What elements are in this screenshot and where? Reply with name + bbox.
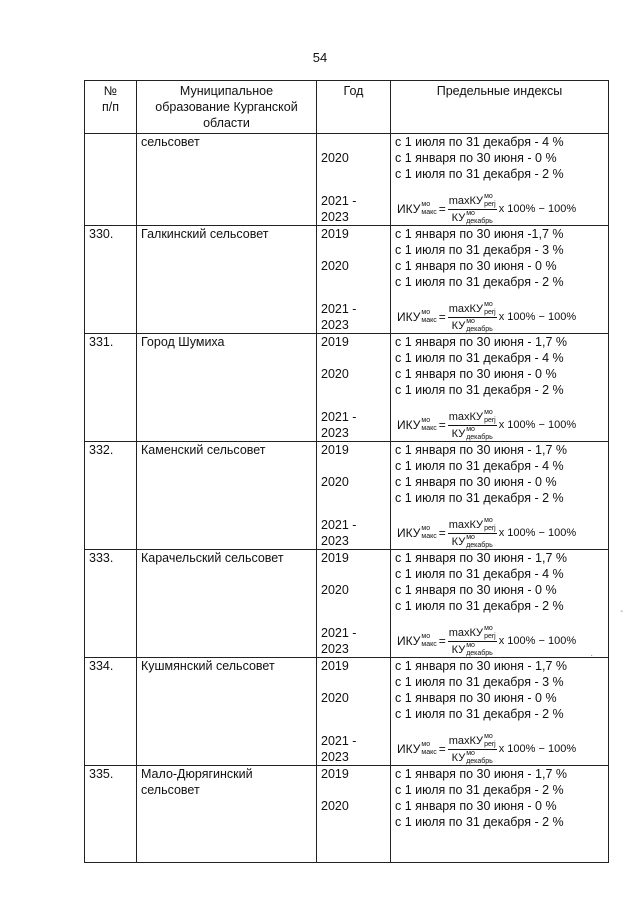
index-line: с 1 января по 30 июня - 1,7 % — [395, 443, 567, 457]
index-line: с 1 июля по 31 декабря - 4 % — [395, 351, 564, 365]
index-line: с 1 июля по 31 декабря - 2 % — [395, 783, 564, 797]
municipality-name-line: Мало-Дюрягинский — [141, 767, 253, 781]
formula-tail: x 100% − 100% — [498, 203, 577, 215]
year-blank — [321, 382, 386, 398]
header-municipality — [137, 81, 317, 134]
table-row — [85, 766, 609, 863]
formula-sup-sub — [484, 517, 496, 533]
formula-subscript: perj — [484, 416, 496, 424]
year-blank — [321, 458, 386, 474]
formula-tail: x 100% − 100% — [498, 743, 577, 755]
index-line: с 1 января по 30 июня - 1,7 % — [395, 551, 567, 565]
year-label: 2019 — [321, 767, 349, 781]
formula-fraction — [448, 625, 497, 658]
year-label: 2020 — [321, 367, 349, 381]
formula-numerator-symbol: maxКУ — [448, 734, 484, 747]
year-cell — [317, 442, 391, 550]
formula-lhs — [397, 417, 420, 433]
formula-denominator-symbol: КУ — [451, 751, 466, 764]
municipality-name — [137, 134, 317, 226]
formula-subscript: perj — [484, 200, 496, 208]
block-spacer — [395, 614, 604, 625]
formula-subscript: макс — [421, 749, 437, 756]
formula-equals: = — [438, 634, 446, 648]
index-line: с 1 июля по 31 декабря - 2 % — [395, 491, 564, 505]
year-label: 2021 - — [321, 626, 357, 640]
formula-sup-sub — [421, 741, 436, 757]
year-blank — [321, 166, 386, 182]
page-number: 54 — [312, 50, 328, 65]
formula-equals: = — [438, 202, 446, 216]
municipality-name — [137, 226, 317, 334]
formula-numerator — [448, 193, 497, 210]
formula-numerator-symbol: maxКУ — [448, 194, 484, 207]
formula-sup-sub — [421, 309, 436, 325]
index-formula — [395, 625, 604, 657]
year-blank — [321, 274, 386, 290]
formula-superscript: мо — [421, 417, 431, 424]
formula-subscript: perj — [484, 524, 496, 532]
formula-denominator-symbol: КУ — [451, 427, 466, 440]
formula-lhs — [397, 741, 420, 757]
year-blank — [321, 674, 386, 690]
indices-cell — [391, 550, 609, 658]
block-spacer — [321, 398, 386, 409]
indices-cell — [391, 442, 609, 550]
formula-fraction — [448, 193, 497, 226]
year-label: 2023 — [321, 534, 349, 548]
row-number: 334. — [85, 658, 137, 766]
formula-fraction — [448, 409, 497, 442]
municipality-name — [137, 658, 317, 766]
year-label: 2020 — [321, 799, 349, 813]
formula-numerator — [448, 625, 497, 642]
row-number: 331. — [85, 334, 137, 442]
scan-dot-mark: · — [590, 650, 594, 661]
index-formula — [395, 301, 604, 333]
formula-subscript: макс — [421, 317, 437, 324]
formula-tail: x 100% − 100% — [498, 635, 577, 647]
formula-subscript: макс — [421, 641, 437, 648]
table-row — [85, 334, 609, 442]
municipality-name-line: сельсовет — [141, 135, 200, 149]
year-label: 2020 — [321, 691, 349, 705]
year-blank — [321, 814, 386, 830]
formula-lhs — [397, 525, 420, 541]
formula-denominator-symbol: КУ — [451, 319, 466, 332]
formula-superscript: мо — [466, 317, 475, 325]
formula-denominator — [452, 750, 493, 766]
year-range — [321, 193, 386, 225]
year-label: 2020 — [321, 151, 349, 165]
index-line: с 1 июля по 31 декабря - 2 % — [395, 599, 564, 613]
scan-dash-mark: - — [620, 606, 624, 617]
formula-numerator-symbol: maxКУ — [448, 626, 484, 639]
formula-fraction — [448, 517, 497, 550]
year-cell — [317, 226, 391, 334]
row-number: 335. — [85, 766, 137, 863]
formula-subscript: декабрь — [466, 757, 493, 765]
formula-superscript: мо — [466, 749, 475, 757]
formula-denominator — [452, 210, 493, 226]
header-num-line: № — [103, 84, 118, 98]
formula-sup-sub — [421, 417, 436, 433]
index-line: с 1 января по 30 июня - 0 % — [395, 151, 557, 165]
block-spacer — [395, 722, 604, 733]
formula-denominator-symbol: КУ — [451, 643, 466, 656]
formula-numerator-symbol: maxКУ — [448, 410, 484, 423]
year-range — [321, 301, 386, 333]
formula-superscript: мо — [484, 732, 493, 740]
municipality-name-line: Кушмянский сельсовет — [141, 659, 275, 673]
block-spacer — [321, 290, 386, 301]
year-blank — [321, 490, 386, 506]
formula-tail: x 100% − 100% — [498, 311, 577, 323]
formula-sup-sub — [484, 625, 496, 641]
table-header-row — [85, 81, 609, 134]
year-blank — [321, 242, 386, 258]
formula-superscript: мо — [421, 741, 431, 748]
block-spacer — [321, 506, 386, 517]
year-blank — [321, 566, 386, 582]
formula-lhs-symbol: ИКУ — [397, 202, 421, 216]
index-line: с 1 июля по 31 декабря - 2 % — [395, 707, 564, 721]
table-row — [85, 226, 609, 334]
formula-superscript: мо — [484, 192, 493, 200]
formula-subscript: макс — [421, 425, 437, 432]
formula-subscript: perj — [484, 740, 496, 748]
row-number: 330. — [85, 226, 137, 334]
block-spacer — [395, 398, 604, 409]
formula-sup-sub — [484, 733, 496, 749]
formula-sup-sub — [421, 633, 436, 649]
year-label: 2021 - — [321, 410, 357, 424]
table-row — [85, 658, 609, 766]
header-indices: Предельные индексы — [391, 81, 609, 134]
formula-sup-sub — [484, 301, 496, 317]
index-line: с 1 июля по 31 декабря - 3 % — [395, 243, 564, 257]
year-label: 2019 — [321, 443, 349, 457]
formula-subscript: декабрь — [466, 325, 493, 333]
municipality-name-line: Каменский сельсовет — [141, 443, 266, 457]
year-label: 2019 — [321, 335, 349, 349]
year-cell — [317, 334, 391, 442]
year-label: 2020 — [321, 259, 349, 273]
year-label: 2021 - — [321, 302, 357, 316]
formula-sup-sub — [466, 426, 493, 442]
header-municipality-line: области — [203, 116, 250, 130]
year-blank — [321, 134, 386, 150]
formula-lhs-symbol: ИКУ — [397, 310, 421, 324]
formula-superscript: мо — [484, 300, 493, 308]
formula-lhs — [397, 309, 420, 325]
formula-superscript: мо — [484, 624, 493, 632]
header-num-line: п/п — [101, 100, 119, 114]
year-label: 2019 — [321, 551, 349, 565]
formula-superscript: мо — [466, 533, 475, 541]
formula-subscript: декабрь — [466, 433, 493, 441]
index-line: с 1 июля по 31 декабря - 4 % — [395, 135, 564, 149]
year-range — [321, 625, 386, 657]
year-label: 2020 — [321, 475, 349, 489]
formula-numerator — [448, 301, 497, 318]
formula-equals: = — [438, 418, 446, 432]
index-line: с 1 июля по 31 декабря - 2 % — [395, 167, 564, 181]
formula-sup-sub — [484, 409, 496, 425]
formula-fraction — [448, 733, 497, 766]
index-line: с 1 января по 30 июня -1,7 % — [395, 227, 564, 241]
indices-cell — [391, 766, 609, 863]
indices-cell — [391, 134, 609, 226]
formula-numerator — [448, 409, 497, 426]
formula-denominator — [452, 426, 493, 442]
year-cell — [317, 766, 391, 863]
index-line: с 1 января по 30 июня - 0 % — [395, 799, 557, 813]
block-spacer — [321, 182, 386, 193]
index-line: с 1 января по 30 июня - 1,7 % — [395, 767, 567, 781]
formula-denominator-symbol: КУ — [451, 211, 466, 224]
formula-lhs-symbol: ИКУ — [397, 418, 421, 432]
formula-denominator — [452, 642, 493, 658]
municipality-name-line: Город Шумиха — [141, 335, 225, 349]
formula-subscript: perj — [484, 308, 496, 316]
year-range — [321, 733, 386, 765]
index-line: с 1 января по 30 июня - 0 % — [395, 583, 557, 597]
formula-subscript: декабрь — [466, 217, 493, 225]
index-line: с 1 июля по 31 декабря - 2 % — [395, 383, 564, 397]
year-label: 2023 — [321, 318, 349, 332]
index-line: с 1 июля по 31 декабря - 4 % — [395, 459, 564, 473]
index-line: с 1 января по 30 июня - 0 % — [395, 691, 557, 705]
formula-equals: = — [438, 742, 446, 756]
row-number: 332. — [85, 442, 137, 550]
year-range — [321, 409, 386, 441]
formula-lhs-symbol: ИКУ — [397, 526, 421, 540]
index-line: с 1 июля по 31 декабря - 2 % — [395, 275, 564, 289]
year-label: 2023 — [321, 642, 349, 656]
index-line: с 1 января по 30 июня - 0 % — [395, 367, 557, 381]
formula-sup-sub — [466, 642, 493, 658]
formula-superscript: мо — [421, 525, 431, 532]
indices-cell — [391, 334, 609, 442]
formula-sup-sub — [466, 534, 493, 550]
municipality-name — [137, 442, 317, 550]
formula-lhs — [397, 201, 420, 217]
formula-lhs — [397, 633, 420, 649]
formula-sup-sub — [421, 201, 436, 217]
year-label: 2023 — [321, 426, 349, 440]
index-formula — [395, 409, 604, 441]
formula-superscript: мо — [421, 201, 431, 208]
municipality-name — [137, 766, 317, 863]
index-formula — [395, 517, 604, 549]
formula-superscript: мо — [466, 641, 475, 649]
index-line: с 1 января по 30 июня - 1,7 % — [395, 659, 567, 673]
formula-sup-sub — [466, 318, 493, 334]
row-number: 333. — [85, 550, 137, 658]
index-line: с 1 июля по 31 декабря - 4 % — [395, 567, 564, 581]
year-blank — [321, 706, 386, 722]
formula-denominator — [452, 534, 493, 550]
formula-sup-sub — [466, 750, 493, 766]
year-blank — [321, 782, 386, 798]
year-label: 2019 — [321, 659, 349, 673]
year-label: 2020 — [321, 583, 349, 597]
formula-superscript: мо — [484, 408, 493, 416]
formula-subscript: декабрь — [466, 649, 493, 657]
year-blank — [321, 598, 386, 614]
header-municipality-line: Муниципальное — [179, 84, 274, 98]
index-line: с 1 января по 30 июня - 0 % — [395, 475, 557, 489]
block-spacer — [395, 182, 604, 193]
index-line: с 1 января по 30 июня - 1,7 % — [395, 335, 567, 349]
formula-equals: = — [438, 310, 446, 324]
header-year: Год — [317, 81, 391, 134]
block-spacer — [395, 506, 604, 517]
table-row — [85, 550, 609, 658]
formula-subscript: макс — [421, 209, 437, 216]
block-spacer — [321, 614, 386, 625]
year-label: 2023 — [321, 210, 349, 224]
formula-numerator — [448, 733, 497, 750]
formula-superscript: мо — [421, 633, 431, 640]
year-label: 2021 - — [321, 734, 357, 748]
formula-sup-sub — [466, 210, 493, 226]
formula-lhs-symbol: ИКУ — [397, 742, 421, 756]
index-line: с 1 июля по 31 декабря - 3 % — [395, 675, 564, 689]
year-label: 2021 - — [321, 194, 357, 208]
year-label: 2021 - — [321, 518, 357, 532]
formula-lhs-symbol: ИКУ — [397, 634, 421, 648]
formula-superscript: мо — [466, 209, 475, 217]
header-num — [85, 81, 137, 134]
formula-superscript: мо — [484, 516, 493, 524]
municipality-name-line: Галкинский сельсовет — [141, 227, 269, 241]
formula-numerator-symbol: maxКУ — [448, 518, 484, 531]
formula-denominator — [452, 318, 493, 334]
table-row — [85, 442, 609, 550]
formula-superscript: мо — [421, 309, 431, 316]
formula-tail: x 100% − 100% — [498, 527, 577, 539]
municipality-name — [137, 334, 317, 442]
municipality-name-line: сельсовет — [141, 783, 200, 797]
municipality-name — [137, 550, 317, 658]
block-spacer — [395, 290, 604, 301]
formula-subscript: perj — [484, 632, 496, 640]
year-cell — [317, 134, 391, 226]
formula-equals: = — [438, 526, 446, 540]
formula-subscript: макс — [421, 533, 437, 540]
year-label: 2023 — [321, 750, 349, 764]
table-row — [85, 134, 609, 226]
table-body — [85, 134, 609, 863]
year-blank — [321, 350, 386, 366]
year-label: 2019 — [321, 227, 349, 241]
year-range — [321, 517, 386, 549]
indices-cell — [391, 226, 609, 334]
year-cell — [317, 550, 391, 658]
formula-denominator-symbol: КУ — [451, 535, 466, 548]
formula-sup-sub — [484, 193, 496, 209]
formula-fraction — [448, 301, 497, 334]
index-formula — [395, 733, 604, 765]
header-municipality-line: образование Курганской — [155, 100, 298, 114]
formula-numerator — [448, 517, 497, 534]
index-line: с 1 июля по 31 декабря - 2 % — [395, 815, 564, 829]
index-formula — [395, 193, 604, 225]
formula-sup-sub — [421, 525, 436, 541]
index-line: с 1 января по 30 июня - 0 % — [395, 259, 557, 273]
block-spacer — [321, 722, 386, 733]
formula-superscript: мо — [466, 425, 475, 433]
indices-cell — [391, 658, 609, 766]
municipality-name-line: Карачельский сельсовет — [141, 551, 284, 565]
row-number — [85, 134, 137, 226]
formula-numerator-symbol: maxКУ — [448, 302, 484, 315]
year-cell — [317, 658, 391, 766]
formula-tail: x 100% − 100% — [498, 419, 577, 431]
formula-subscript: декабрь — [466, 541, 493, 549]
limit-indices-table — [84, 80, 609, 863]
